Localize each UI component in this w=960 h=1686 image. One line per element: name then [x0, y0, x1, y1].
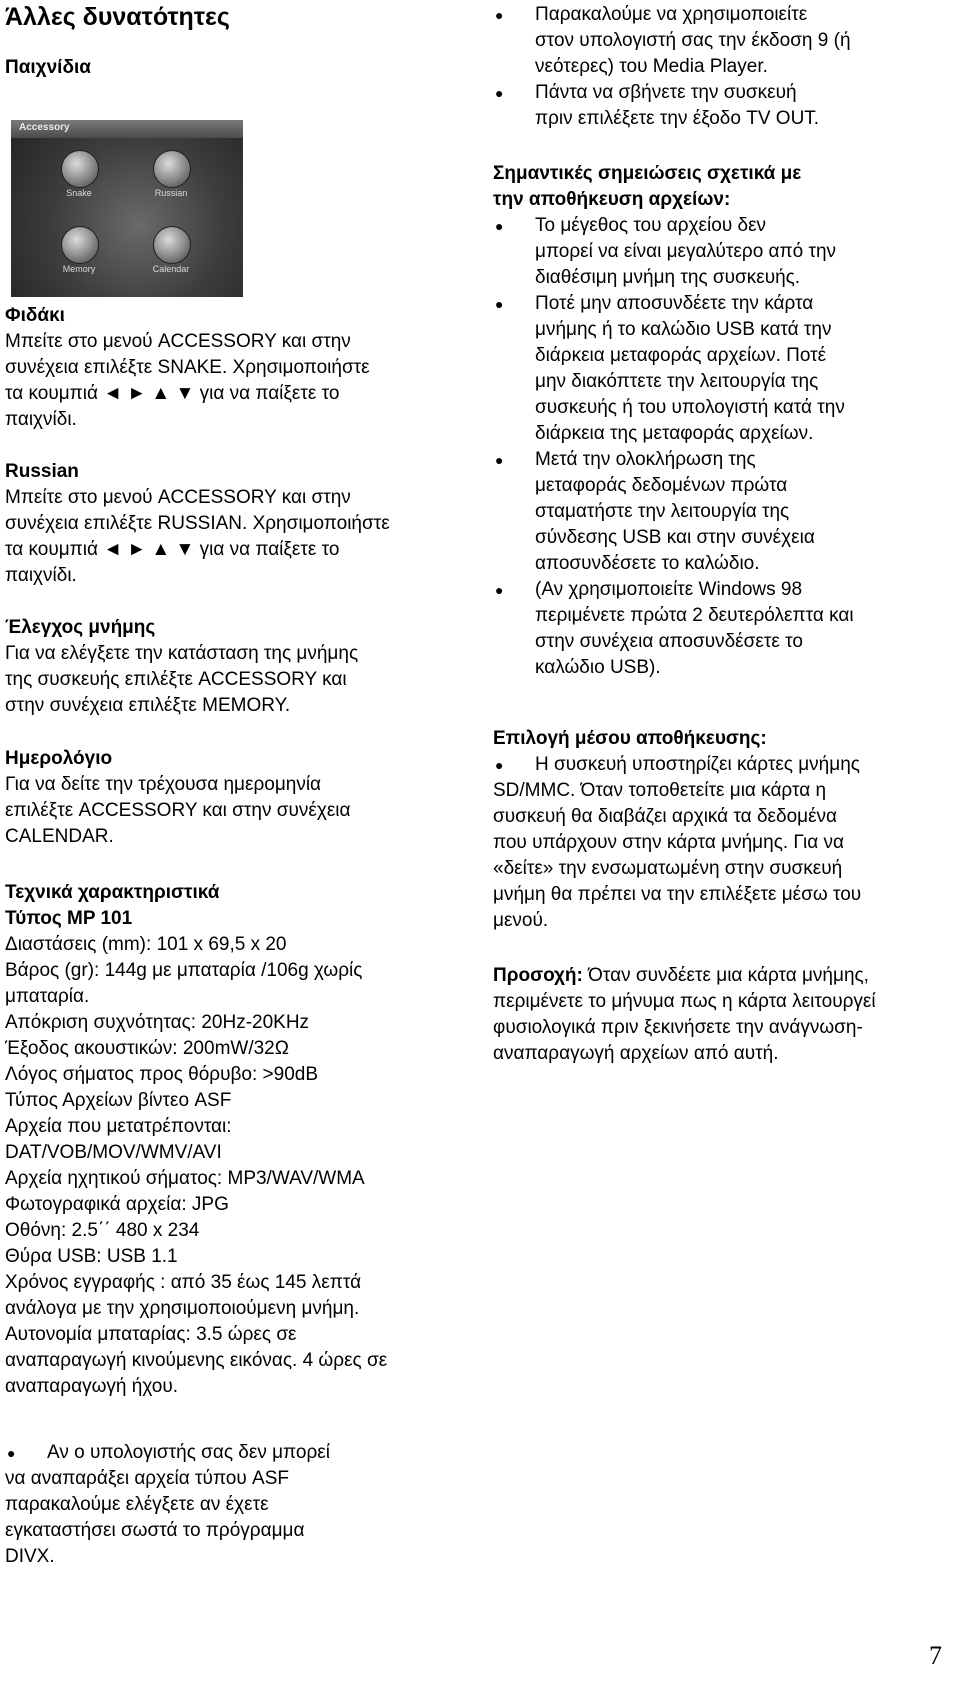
calendar-tile-label: Calendar — [152, 264, 190, 274]
spec-line: Φωτογραφικά αρχεία: JPG — [5, 1194, 229, 1215]
memory-heading: Έλεγχος μνήμης — [5, 617, 156, 638]
spec-line: Αρχεία που μετατρέπονται: — [5, 1116, 232, 1137]
caution-line: αναπαραγωγή αρχείων από αυτή. — [493, 1043, 779, 1064]
snake-text-line: Μπείτε στο μενού ACCESSORY και στην — [5, 331, 351, 352]
memory-tile — [51, 222, 107, 278]
spec-line: Χρόνος εγγραφής : από 35 έως 145 λεπτά — [5, 1272, 362, 1293]
spec-line: αναπαραγωγή ήχου. — [5, 1376, 179, 1397]
calendar-tile — [143, 222, 199, 278]
snake-heading: Φιδάκι — [5, 305, 65, 326]
list-item: ● Μετά την ολοκλήρωση της μεταφοράς δεδομένων πρώτα σταματήστε την λειτουργία της σύνδεσης USB και στην συνέχεια αποσυνδέσετε το καλώδιο. — [495, 449, 815, 574]
spec-line: Αρχεία ηχητικού σήματος: MP3/WAV/WMA — [5, 1168, 365, 1189]
snake-tile-label: Snake — [66, 188, 92, 198]
spec-line: ανάλογα με την χρησιμοποιούμενη μνήμη. — [5, 1298, 360, 1319]
top-bullets — [493, 2, 955, 132]
calendar-section — [5, 746, 460, 850]
spec-line: Βάρος (gr): 144g με μπαταρία /106g χωρίς — [5, 960, 363, 981]
memory-text-line: στην συνέχεια επιλέξτε MEMORY. — [5, 695, 291, 716]
asf-note — [5, 1440, 460, 1570]
asf-note-bullet — [5, 1440, 460, 1466]
spec-line: DAT/VOB/MOV/WMV/AVI — [5, 1142, 222, 1163]
bullet-icon: ● — [495, 296, 504, 312]
screenshot-title: Accessory — [19, 122, 70, 133]
specs-model: Τύπος MP 101 — [5, 908, 133, 929]
spec-line: Αυτονομία μπαταρίας: 3.5 ώρες σε — [5, 1324, 297, 1345]
games-heading: Παιχνίδια — [5, 57, 91, 78]
caution-note: Προσοχή: Όταν συνδέετε μια κάρτα μνήμης, περιμένετε το μήνυμα πως η κάρτα λειτουργεί φυσιολογικά πριν ξεκινήσετε την ανάγνωση- αναπαραγωγή αρχείων από αυτή. — [493, 963, 955, 1067]
note-line: DIVX. — [5, 1546, 55, 1567]
storage-heading: Σημαντικές σημειώσεις σχετικά με — [493, 163, 802, 184]
spec-line: Θύρα USB: USB 1.1 — [5, 1246, 178, 1267]
media-selection — [493, 726, 955, 934]
spec-line: Διαστάσεις (mm): 101 x 69,5 x 20 — [5, 934, 287, 955]
list-item: ● Πάντα να σβήνετε την συσκευή πριν επιλέξετε την έξοδο TV OUT. — [495, 82, 820, 129]
note-line: να αναπαράξει αρχεία τύπου ASF — [5, 1468, 289, 1489]
snake-text-line: τα κουμπιά ◄ ► ▲ ▼ για να παίξετε το — [5, 383, 340, 404]
list-item: ● Παρακαλούμε να χρησιμοποιείτε στον υπολογιστή σας την έκδοση 9 (ή νεότερες) του Media Player. — [495, 4, 851, 77]
russian-tile-label: Russian — [154, 188, 188, 198]
spec-line: Έξοδος ακουστικών: 200mW/32Ω — [5, 1038, 289, 1059]
memory-text-line: της συσκευής επιλέξτε ACCESSORY και — [5, 669, 347, 690]
russian-text-line: Μπείτε στο μενού ACCESSORY και στην — [5, 487, 351, 508]
list-item: ● Η συσκευή υποστηρίζει κάρτες μνήμης — [493, 752, 955, 778]
bullet-icon: ● — [495, 7, 504, 23]
caution-line: φυσιολογικά πριν ξεκινήσετε την ανάγνωση- — [493, 1017, 863, 1038]
memory-text-line: Για να ελέγξετε την κατάσταση της μνήμης — [5, 643, 359, 664]
memory-icon — [61, 226, 99, 264]
spec-line: αναπαραγωγή κινούμενης εικόνας. 4 ώρες σε — [5, 1350, 388, 1371]
list-item: ● (Αν χρησιμοποιείτε Windows 98 περιμένετε πρώτα 2 δευτερόλεπτα και στην συνέχεια αποσυνδέσετε το καλώδιο USB). — [495, 579, 854, 678]
page-number: 7 — [929, 1641, 942, 1670]
snake-text-line: παιχνίδι. — [5, 409, 77, 430]
list-item: ● Ποτέ μην αποσυνδέετε την κάρτα μνήμης ή το καλώδιο USB κατά την διάρκεια μεταφοράς αρχείων. Ποτέ μην διακόπτετε την λειτουργία της συσκευής ή του υπολογιστή κατά την διάρκεια της μεταφοράς αρχείων. — [495, 293, 845, 444]
russian-heading: Russian — [5, 461, 79, 482]
memory-tile-label: Memory — [62, 264, 96, 274]
media-line: μνήμη θα πρέπει να την επιλέξετε μέσω του — [493, 884, 862, 905]
spec-line: Τύπος Αρχείων βίντεο ASF — [5, 1090, 232, 1111]
spec-line: Απόκριση συχνότητας: 20Hz-20KHz — [5, 1012, 310, 1033]
bullet-icon: ● — [7, 1445, 16, 1461]
snake-section — [5, 303, 460, 433]
note-line: παρακαλούμε ελέγξετε αν έχετε — [5, 1494, 269, 1515]
bullet-icon: ● — [495, 452, 504, 468]
memory-section — [5, 615, 460, 719]
media-line: συσκευή θα διαβάζει αρχικά τα δεδομένα — [493, 806, 838, 827]
bullet-icon: ● — [495, 85, 504, 101]
russian-text-line: τα κουμπιά ◄ ► ▲ ▼ για να παίξετε το — [5, 539, 340, 560]
bullet-icon: ● — [495, 757, 504, 773]
note-line: εγκαταστήσει σωστά το πρόγραμμα — [5, 1520, 305, 1541]
caution-line: περιμένετε το μήνυμα πως η κάρτα λειτουργεί — [493, 991, 876, 1012]
calendar-text-line: Για να δείτε την τρέχουσα ημερομηνία — [5, 774, 322, 795]
russian-icon — [153, 150, 191, 188]
calendar-text-line: επιλέξτε ACCESSORY και στην συνέχεια — [5, 800, 351, 821]
spec-line: Οθόνη: 2.5΄΄ 480 x 234 — [5, 1220, 200, 1241]
spec-line: Λόγος σήματος προς θόρυβο: >90dB — [5, 1064, 318, 1085]
calendar-heading: Ημερολόγιο — [5, 748, 113, 769]
russian-section — [5, 459, 460, 589]
caution-label: Προσοχή: — [493, 965, 583, 986]
storage-notes — [493, 161, 955, 681]
russian-text-line: συνέχεια επιλέξτε RUSSIAN. Χρησιμοποιήστε — [5, 513, 390, 534]
bullet-icon: ● — [495, 218, 504, 234]
media-line: που υπάρχουν στην κάρτα μνήμης. Για να — [493, 832, 845, 853]
specs-heading: Τεχνικά χαρακτηριστικά — [5, 882, 220, 903]
list-item: ● Το μέγεθος του αρχείου δεν μπορεί να είναι μεγαλύτερο από την διαθέσιμη μνήμη της συσκευής. — [495, 215, 837, 288]
specs-section — [5, 880, 460, 1400]
storage-heading: την αποθήκευση αρχείων: — [493, 189, 731, 210]
calendar-icon — [153, 226, 191, 264]
note-line: Αν ο υπολογιστής σας δεν μπορεί — [47, 1442, 330, 1463]
screenshot-background — [11, 138, 243, 297]
snake-text-line: συνέχεια επιλέξτε SNAKE. Χρησιμοποιήστε — [5, 357, 370, 378]
media-line: μενού. — [493, 910, 549, 931]
calendar-text-line: CALENDAR. — [5, 826, 114, 847]
page-heading: Άλλες δυνατότητες — [5, 3, 230, 31]
screenshot-title-bar — [11, 120, 243, 138]
media-line: SD/MMC. Όταν τοποθετείτε μια κάρτα η — [493, 780, 827, 801]
russian-text-line: παιχνίδι. — [5, 565, 77, 586]
media-heading: Επιλογή μέσου αποθήκευσης: — [493, 728, 767, 749]
accessory-menu-screenshot — [11, 120, 243, 297]
russian-tile — [143, 146, 199, 202]
snake-icon — [61, 150, 99, 188]
snake-tile — [51, 146, 107, 202]
bullet-icon: ● — [495, 582, 504, 598]
media-line: «δείτε» την ενσωματωμένη στην συσκευή — [493, 858, 843, 879]
spec-line: μπαταρία. — [5, 986, 90, 1007]
